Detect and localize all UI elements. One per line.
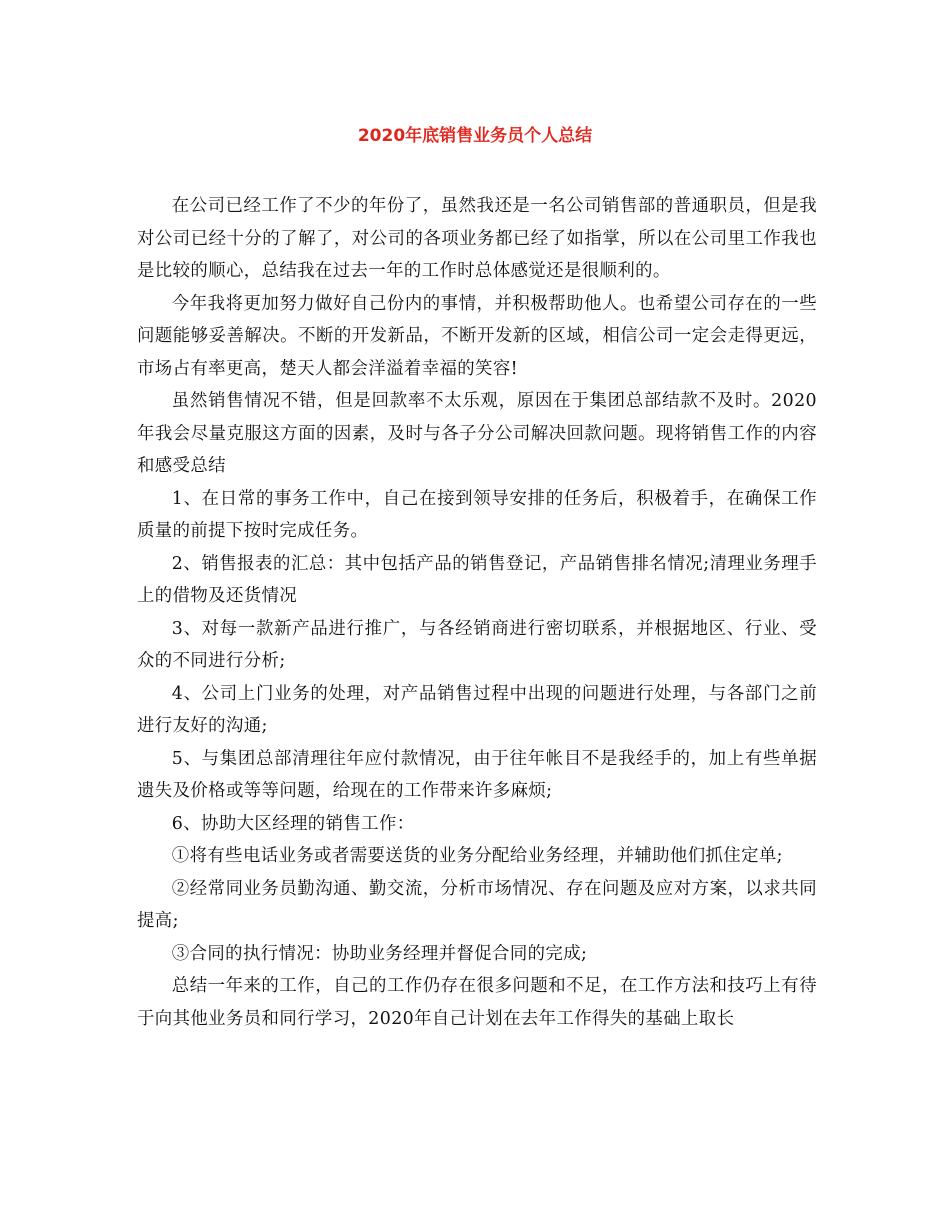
document-title: 2020年底销售业务员个人总结 (357, 126, 593, 146)
sub-list-item: ②经常同业务员勤沟通、勤交流，分析市场情况、存在问题及应对方案，以求共同提高; (137, 878, 817, 931)
document-body (137, 190, 817, 1035)
sub-list-item: ①将有些电话业务或者需要送货的业务分配给业务经理，并辅助他们抓住定单; (171, 846, 783, 866)
list-item: 1、在日常的事务工作中，自己在接到领导安排的任务后，积极着手，在确保工作质量的前提下按时完成任务。 (137, 488, 817, 541)
list-item: 5、与集团总部清理往年应付款情况，由于往年帐目不是我经手的，加上有些单据遗失及价格或等等问题，给现在的工作带来许多麻烦; (137, 748, 817, 801)
list-item: 3、对每一款新产品进行推广，与各经销商进行密切联系，并根据地区、行业、受众的不同进行分析; (137, 618, 817, 671)
paragraph: 虽然销售情况不错，但是回款率不太乐观，原因在于集团总部结款不及时。2020年我会尽量克服这方面的因素，及时与各子分公司解决回款问题。现将销售工作的内容和感受总结 (137, 391, 817, 476)
paragraph: 在公司已经工作了不少的年份了，虽然我还是一名公司销售部的普通职员，但是我对公司已经十分的了解了，对公司的各项业务都已经了如指掌，所以在公司里工作我也是比较的顺心，总结我在过去一年的工作时总体感觉还是很顺利的。 (137, 196, 817, 281)
list-item: 6、协助大区经理的销售工作： (171, 813, 415, 834)
list-item: 2、销售报表的汇总：其中包括产品的销售登记，产品销售排名情况;清理业务理手上的借物及还货情况 (137, 553, 817, 606)
paragraph: 总结一年来的工作，自己的工作仍存在很多问题和不足，在工作方法和技巧上有待于向其他业务员和同行学习，2020年自己计划在去年工作得失的基础上取长 (137, 976, 817, 1029)
list-item: 4、公司上门业务的处理，对产品销售过程中出现的问题进行处理，与各部门之前进行友好的沟通; (137, 683, 817, 736)
paragraph: 今年我将更加努力做好自己份内的事情，并积极帮助他人。也希望公司存在的一些问题能够妥善解决。不断的开发新品，不断开发新的区域，相信公司一定会走得更远，市场占有率更高，楚天人都会洋溢着幸福的笑容! (137, 293, 817, 379)
sub-list-item: ③合同的执行情况：协助业务经理并督促合同的完成; (171, 943, 588, 964)
